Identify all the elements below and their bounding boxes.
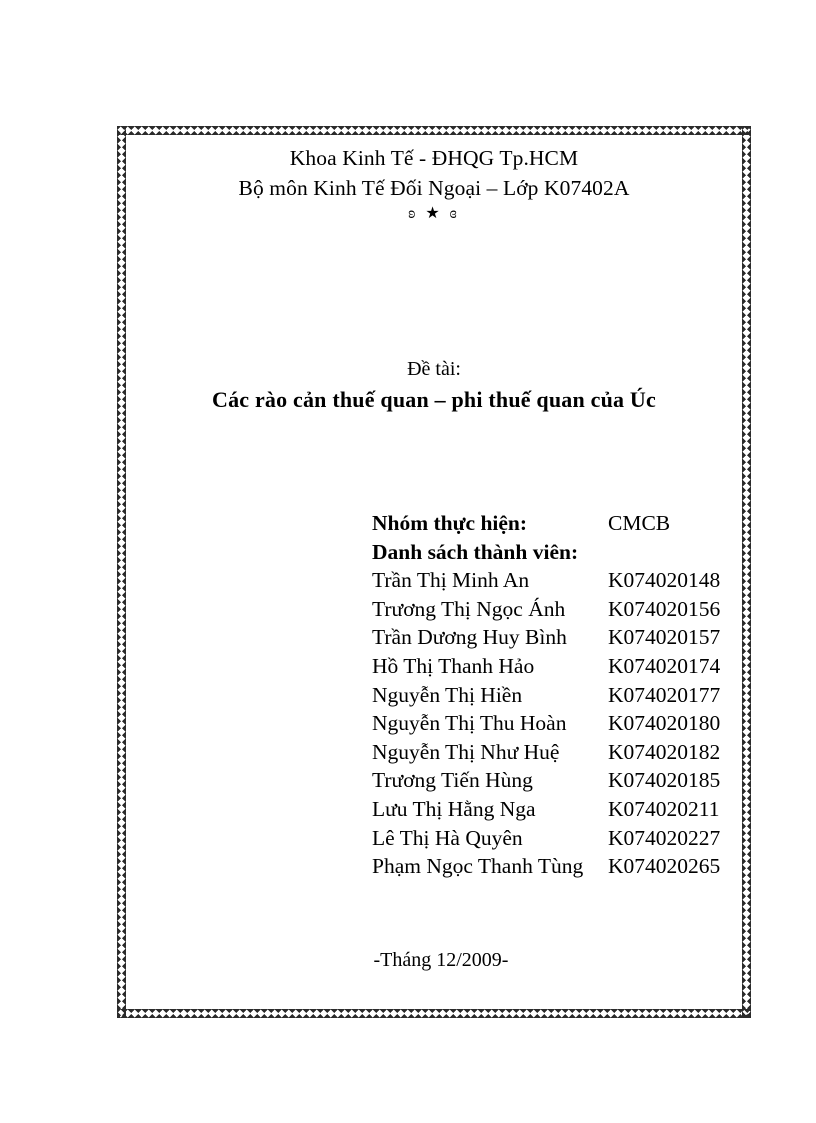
member-name: Lưu Thị Hằng Nga (372, 796, 536, 821)
member-row (372, 852, 742, 881)
member-name: Trần Thị Minh An (372, 568, 530, 593)
ornament-divider: ʚ ★ ɞ (408, 205, 460, 222)
member-row (372, 681, 742, 710)
faculty-line: Khoa Kinh Tế - ĐHQG Tp.HCM (289, 146, 579, 170)
member-row (372, 566, 742, 595)
member-name: Phạm Ngọc Thanh Tùng (372, 854, 584, 879)
members-label: Danh sách thành viên: (372, 539, 579, 564)
topic-label: Đề tài: (407, 358, 461, 380)
footer-date: -Tháng 12/2009- (373, 949, 509, 971)
member-name: Trần Dương Huy Bình (372, 625, 567, 650)
member-code: K074020182 (608, 739, 721, 764)
member-name: Trương Thị Ngọc Ánh (372, 596, 566, 621)
decorative-frame (117, 126, 751, 1018)
page-title: Các rào cản thuế quan – phi thuế quan của Úc (212, 387, 656, 412)
member-code: K074020265 (608, 854, 721, 879)
group-label: Nhóm thực hiện: (372, 511, 528, 535)
member-name: Nguyễn Thị Như Huệ (372, 739, 560, 764)
member-name: Nguyễn Thị Hiền (372, 682, 523, 707)
member-code: K074020180 (608, 711, 721, 736)
member-code: K074020227 (608, 825, 721, 850)
member-code: K074020185 (608, 768, 721, 793)
member-row (372, 652, 742, 681)
member-name: Hồ Thị Thanh Hảo (372, 653, 535, 678)
member-name: Nguyễn Thị Thu Hoàn (372, 711, 567, 736)
department-class-line: Bộ môn Kinh Tế Đối Ngoại – Lớp K07402A (238, 176, 630, 200)
member-name: Trương Tiến Hùng (372, 768, 533, 793)
frame-border-right-zigzag (742, 126, 751, 1018)
member-row (372, 709, 742, 738)
member-name: Lê Thị Hà Quyên (372, 825, 523, 850)
title-block (126, 355, 742, 417)
member-code: K074020177 (608, 682, 721, 707)
member-row (372, 766, 742, 795)
frame-border-bottom-zigzag (117, 1009, 751, 1018)
page-content (126, 135, 742, 1009)
member-row (372, 738, 742, 767)
group-info-block (372, 509, 742, 881)
frame-border-left-zigzag (117, 126, 126, 1018)
member-row (372, 623, 742, 652)
group-row (372, 509, 742, 538)
member-row (372, 824, 742, 853)
frame-border-top-zigzag (117, 126, 751, 135)
member-code: K074020157 (608, 625, 721, 650)
member-row (372, 595, 742, 624)
member-code: K074020174 (608, 653, 721, 678)
members-label-row (372, 538, 742, 567)
member-code: K074020148 (608, 568, 721, 593)
member-row (372, 795, 742, 824)
group-name: CMCB (608, 511, 671, 535)
member-code: K074020156 (608, 596, 721, 621)
footer (126, 947, 742, 973)
member-code: K074020211 (608, 796, 720, 821)
